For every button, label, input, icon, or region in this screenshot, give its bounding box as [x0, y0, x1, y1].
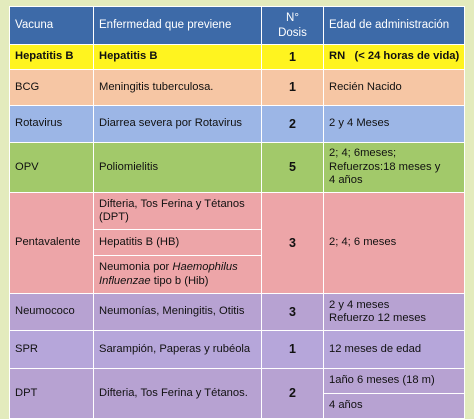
cell-enfermedad-hib-post: tipo b (Hib) — [150, 274, 209, 287]
header-enfermedad: Enfermedad que previene — [94, 7, 262, 45]
cell-edad-line1: 2 y 4 meses — [329, 298, 390, 311]
cell-vacuna: OPV — [10, 143, 94, 193]
vaccine-schedule-table — [9, 6, 465, 419]
cell-edad: 12 meses de edad — [324, 331, 465, 369]
cell-edad: Recién Nacido — [324, 70, 465, 106]
cell-enfermedad-hib-pre: Neumonia por — [99, 261, 173, 274]
cell-dosis: 1 — [262, 331, 324, 369]
cell-edad — [324, 143, 465, 193]
cell-dosis: 1 — [262, 45, 324, 70]
cell-vacuna: DPT — [10, 369, 94, 419]
cell-dosis: 3 — [262, 193, 324, 294]
cell-edad-line2: Refuerzo 12 meses — [329, 312, 427, 324]
header-dosis-line2: Dosis — [278, 26, 307, 39]
table-row-pentavalente — [10, 193, 465, 230]
header-dosis — [262, 7, 324, 45]
cell-edad-line3: 4 años — [329, 174, 363, 187]
header-dosis-line1: N° — [286, 12, 299, 25]
cell-vacuna: Rotavirus — [10, 106, 94, 143]
cell-enfermedad-hib — [94, 256, 262, 294]
table-row-spr — [10, 331, 465, 369]
cell-vacuna: Hepatitis B — [10, 45, 94, 70]
cell-enfermedad: Hepatitis B — [94, 45, 262, 70]
table-row-dpt — [10, 369, 465, 394]
cell-dosis: 5 — [262, 143, 324, 193]
cell-enfermedad: Difteria, Tos Ferina y Tétanos. — [94, 369, 262, 419]
cell-edad-line1: 2; 4; 6meses; — [329, 147, 397, 160]
table-row-opv — [10, 143, 465, 193]
cell-edad — [324, 294, 465, 331]
cell-vacuna: BCG — [10, 70, 94, 106]
header-vacuna: Vacuna — [10, 7, 94, 45]
cell-edad: RN (< 24 horas de vida) — [324, 45, 465, 70]
vaccine-table-container — [9, 6, 464, 412]
cell-enfermedad-hb: Hepatitis B (HB) — [94, 230, 262, 256]
cell-enfermedad: Meningitis tuberculosa. — [94, 70, 262, 106]
header-row — [10, 7, 465, 45]
table-row-bcg — [10, 70, 465, 106]
cell-edad-2: 4 años — [324, 394, 465, 419]
cell-dosis: 2 — [262, 369, 324, 419]
cell-enfermedad-hib-italic: Haemophilus Influenzae — [99, 261, 238, 287]
cell-enfermedad: Diarrea severa por Rotavirus — [94, 106, 262, 143]
cell-dosis: 3 — [262, 294, 324, 331]
cell-vacuna: Pentavalente — [10, 193, 94, 294]
cell-edad: 2; 4; 6 meses — [324, 193, 465, 294]
cell-dosis: 1 — [262, 70, 324, 106]
cell-enfermedad-dpt: Difteria, Tos Ferina y Tétanos (DPT) — [94, 193, 262, 230]
header-edad: Edad de administración — [324, 7, 465, 45]
cell-edad: 2 y 4 Meses — [324, 106, 465, 143]
cell-vacuna: SPR — [10, 331, 94, 369]
table-row-hepatitis-b — [10, 45, 465, 70]
cell-enfermedad: Poliomielitis — [94, 143, 262, 193]
cell-edad-line2: Refuerzos:18 meses y — [329, 160, 441, 173]
table-row-rotavirus — [10, 106, 465, 143]
cell-vacuna: Neumococo — [10, 294, 94, 331]
cell-edad-1: 1año 6 meses (18 m) — [324, 369, 465, 394]
table-row-neumococo — [10, 294, 465, 331]
cell-dosis: 2 — [262, 106, 324, 143]
cell-enfermedad: Sarampión, Paperas y rubéola — [94, 331, 262, 369]
cell-enfermedad: Neumonías, Meningitis, Otitis — [94, 294, 262, 331]
